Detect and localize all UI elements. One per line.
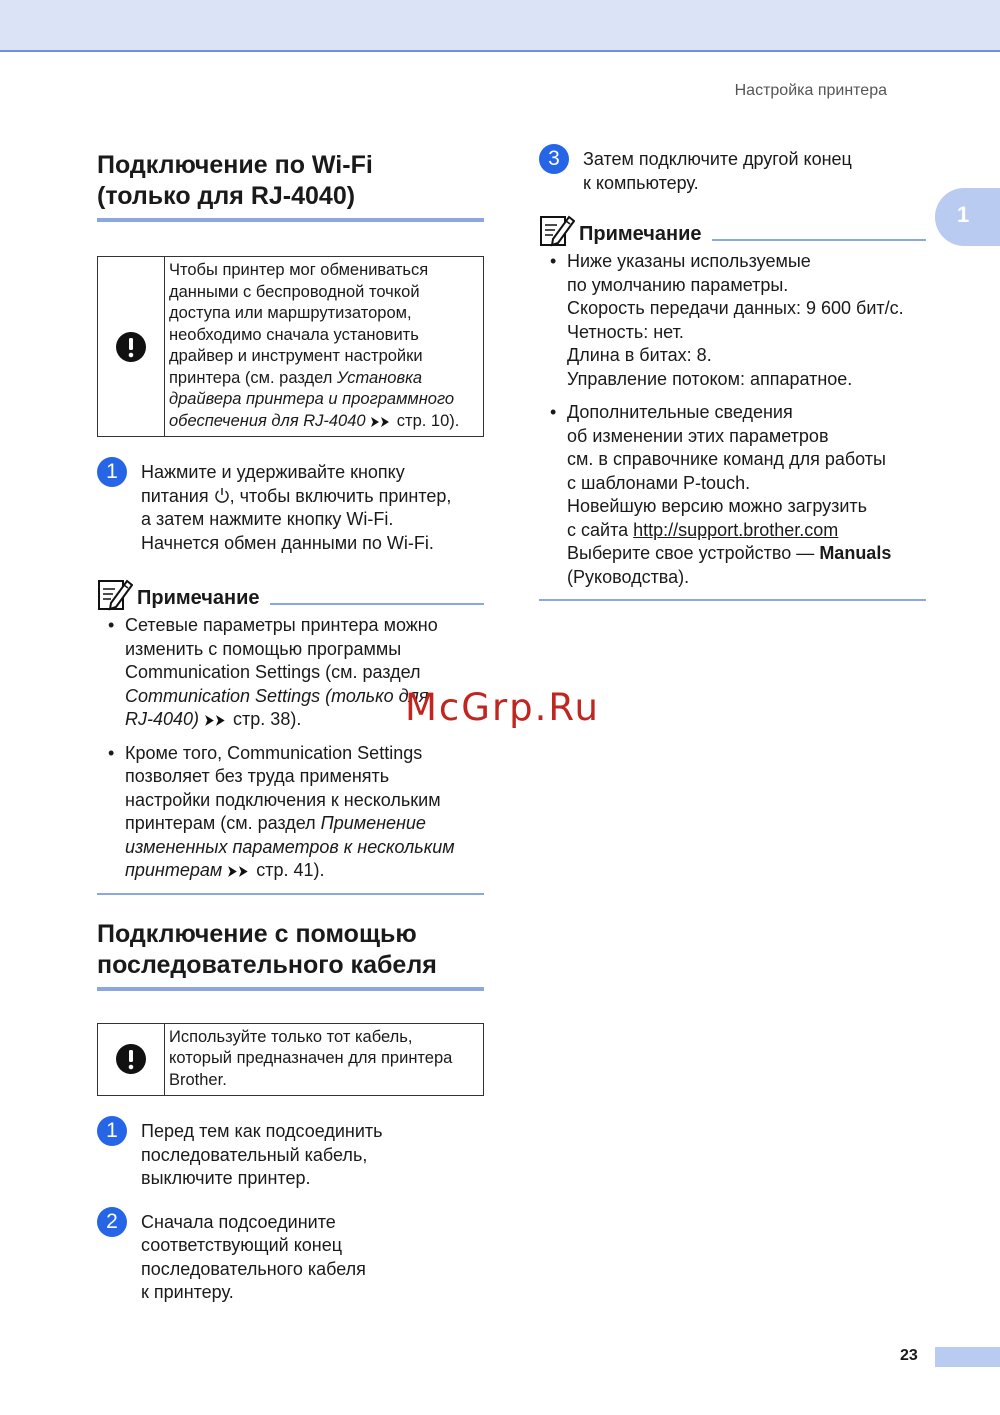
wifi-note-header xyxy=(97,575,484,611)
step-number: 1 xyxy=(97,1116,127,1146)
note-rule xyxy=(712,239,926,241)
serial-note-header xyxy=(539,211,926,247)
xref-link[interactable]: обеспечения для RJ-4040 xyxy=(169,411,366,430)
chapter-number: 1 xyxy=(957,202,970,227)
step-number: 2 xyxy=(97,1207,127,1237)
xref-link[interactable]: RJ-4040) xyxy=(125,709,200,729)
list-item: • Ниже указаны используемые по умолчанию параметры. Скорость передачи данных: 9 600 бит/с. Четность: нет. Длина в битах: 8. Управление потоком: аппаратное. xyxy=(539,250,926,391)
list-item: • Кроме того, Communication Settings позволяет без труда применять настройки подключения к нескольким принтерам (см. раздел Применение измененных параметров к нескольким принтерам стр. 41). xyxy=(97,742,484,883)
serial-caution-box xyxy=(97,1023,484,1097)
support-link[interactable]: http://support.brother.com xyxy=(633,519,839,540)
wifi-step-1 xyxy=(97,461,484,555)
note-end-rule xyxy=(97,893,484,895)
top-band xyxy=(0,0,1000,52)
wifi-caution-text: Чтобы принтер мог обмениваться данными с беспроводной точкой доступа или маршрутизатором, необходимо сначала установить драйвер и инструмент настройки принтера (см. раздел Установка драйвера принтера и программного обеспечения для RJ-4040 стр. 10). xyxy=(169,261,460,430)
step-text: Нажмите и удерживайте кнопку питания , чтобы включить принтер, а затем нажмите кнопку Wi-Fi. Начнется обмен данными по Wi-Fi. xyxy=(141,462,452,553)
double-arrow-icon xyxy=(227,865,251,878)
note-pencil-icon xyxy=(539,213,575,247)
note-pencil-icon xyxy=(97,577,133,611)
serial-section-title: Подключение с помощью последовательного кабеля xyxy=(97,919,484,991)
step-number: 3 xyxy=(539,144,569,174)
note-rule xyxy=(270,603,484,605)
caution-icon xyxy=(98,1024,165,1096)
double-arrow-icon xyxy=(204,714,228,727)
right-column xyxy=(539,148,926,601)
serial-step-1 xyxy=(97,1120,484,1191)
double-arrow-icon xyxy=(370,416,392,428)
running-title: Настройка принтера xyxy=(734,82,887,99)
wifi-note-list xyxy=(97,614,484,883)
note-title: Примечание xyxy=(137,587,260,609)
serial-note-list xyxy=(539,250,926,589)
watermark: McGrp.Ru xyxy=(405,686,600,729)
step-text: Перед тем как подсоединить последовательный кабель, выключите принтер. xyxy=(141,1121,383,1188)
serial-step-3 xyxy=(539,148,926,195)
step-text: Затем подключите другой конец к компьютеру. xyxy=(583,149,852,193)
list-item: • Сетевые параметры принтера можно изменить с помощью программы Communication Settings (см. раздел Communication Settings (только для RJ-4040) стр. 38). xyxy=(97,614,484,732)
page-band xyxy=(935,1347,1000,1367)
serial-step-2 xyxy=(97,1211,484,1305)
note-end-rule xyxy=(539,599,926,601)
page-number: 23 xyxy=(900,1347,918,1364)
step-number: 1 xyxy=(97,457,127,487)
note-title: Примечание xyxy=(579,223,702,245)
chapter-tab[interactable] xyxy=(935,188,1000,246)
list-item: • Дополнительные сведения об изменении этих параметров см. в справочнике команд для работы с шаблонами P-touch. Новейшую версию можно загрузить с сайта http://support.brother.com Выберите свое устройство — Manuals (Руководства). xyxy=(539,401,926,589)
wifi-section-title: Подключение по Wi-Fi (только для RJ-4040) xyxy=(97,150,484,222)
step-text: Сначала подсоедините соответствующий конец последовательного кабеля к принтеру. xyxy=(141,1211,366,1302)
xref-link[interactable]: принтерам xyxy=(125,860,223,880)
caution-icon xyxy=(98,257,165,436)
serial-caution-text: Используйте только тот кабель, который предназначен для принтера Brother. xyxy=(169,1027,453,1089)
wifi-caution-box xyxy=(97,256,484,437)
power-icon xyxy=(214,487,230,504)
